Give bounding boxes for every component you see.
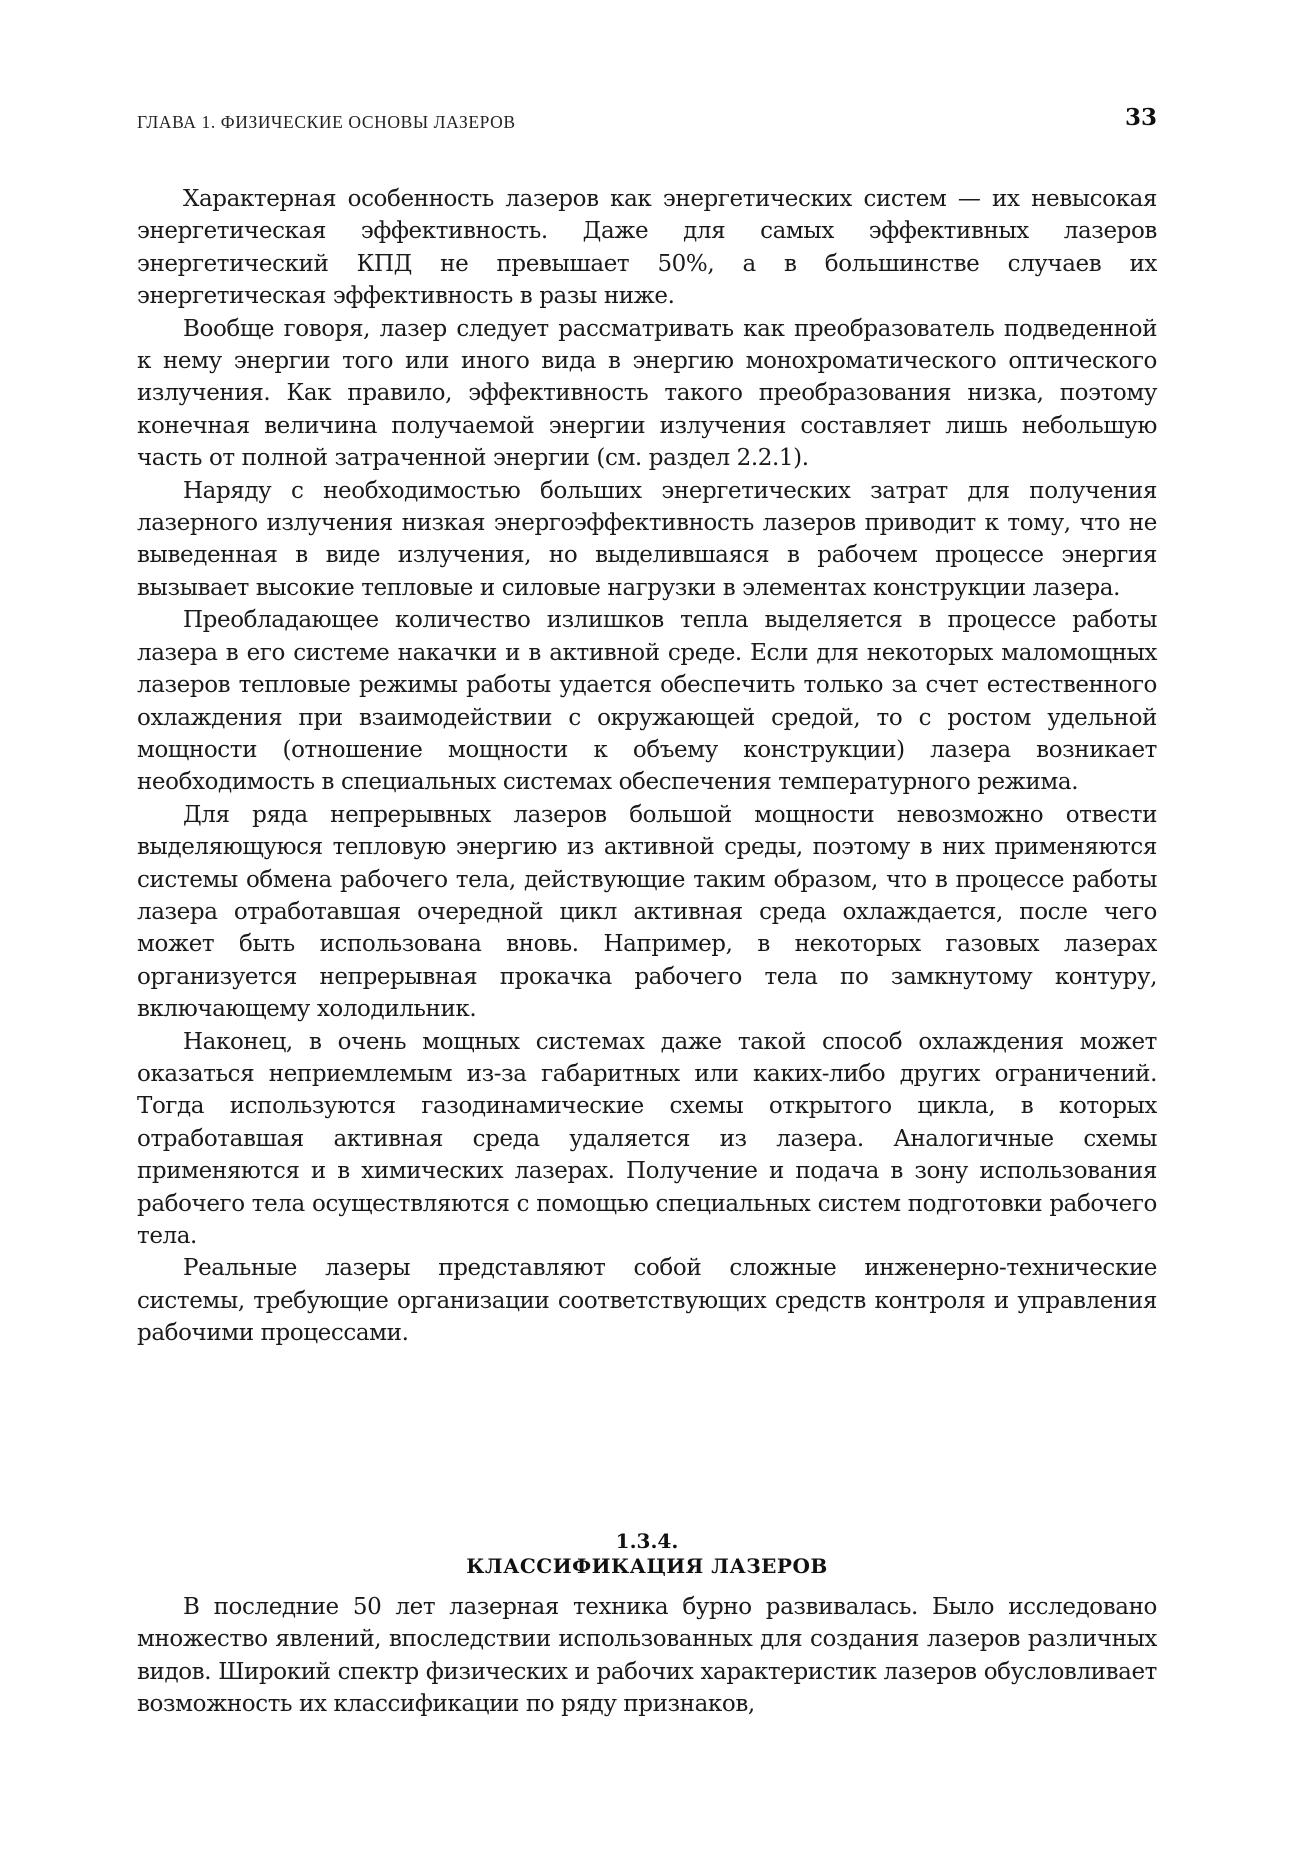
- paragraph-energy-converter: Вообще говоря, лазер следует рассматривать как преобразователь подведенной к нему энергии того или иного вида в энергию монохроматического оптического излучения. Как правило, эффективность такого преобразования низка, поэтому конечная величина получаемой энергии излучения составляет лишь небольшую часть от полной затраченной энергии (см. раздел 2.2.1).: [137, 315, 1157, 472]
- running-head: [137, 104, 1157, 140]
- page-number: 33: [1124, 104, 1157, 131]
- paragraph-real-lasers: Реальные лазеры представляют собой сложные инженерно-технические системы, требующие организации соответствующих средств контроля и управления рабочими процессами.: [137, 1255, 1157, 1347]
- paragraph-gasdynamic-schemes: Наконец, в очень мощных системах даже такой способ охлаждения может оказаться неприемлемым из-за габаритных или каких-либо других ограничений. Тогда используются газодинамические схемы открытого цикла, в которых отработавшая активная среда удаляется из лазера. Аналогичные схемы применяются и в химических лазерах. Получение и подача в зону использования рабочего тела осуществляются с помощью специальных систем подготовки рабочего тела.: [137, 1028, 1157, 1249]
- paragraph-thermal-loads: Наряду с необходимостью больших энергетических затрат для получения лазерного излучения низкая энергоэффективность лазеров приводит к тому, что не выведенная в виде излучения, но выделившаяся в рабочем процессе энергия вызывает высокие тепловые и силовые нагрузки в элементах конструкции лазера.: [137, 477, 1157, 601]
- paragraph-working-medium-exchange: Для ряда непрерывных лазеров большой мощности невозможно отвести выделяющуюся тепловую энергию из активной среды, поэтому в них применяются системы обмена рабочего тела, действующие таким образом, что в процессе работы лазера отработавшая очередной цикл активная среда охлаждается, после чего может быть использована вновь. Например, в некоторых газовых лазерах организуется непрерывная прокачка рабочего тела по замкнутому контуру, включающему холодильник.: [137, 801, 1157, 1023]
- paragraph-classification-intro: В последние 50 лет лазерная техника бурно развивалась. Было исследовано множество явлений, впоследствии использованных для создания лазеров различных видов. Широкий спектр физических и рабочих характеристик лазеров обусловливает возможность их классификации по ряду признаков,: [137, 1594, 1157, 1718]
- body-text: [137, 183, 1157, 1350]
- section-number: 1.3.4.: [615, 1529, 679, 1553]
- paragraph-heat-excess: Преобладающее количество излишков тепла выделяется в процессе работы лазера в его системе накачки и в активной среде. Если для некоторых маломощных лазеров тепловые режимы работы удается обеспечить только за счет естественного охлаждения при взаимодействии с окружающей средой, то с ростом удельной мощности (отношение мощности к объему конструкции) лазера возникает необходимость в специальных системах обеспечения температурного режима.: [137, 607, 1157, 796]
- chapter-title: ГЛАВА 1. ФИЗИЧЕСКИЕ ОСНОВЫ ЛАЗЕРОВ: [137, 112, 516, 132]
- section-body-text: [137, 1591, 1157, 1721]
- paragraph-efficiency: Характерная особенность лазеров как энергетических систем — их невысокая энергетическая эффективность. Даже для самых эффективных лазеров энергетический КПД не превышает 50%, а в большинстве случаев их энергетическая эффективность в разы ниже.: [137, 186, 1157, 310]
- section-heading: [137, 1529, 1157, 1579]
- section-title: КЛАССИФИКАЦИЯ ЛАЗЕРОВ: [466, 1554, 828, 1578]
